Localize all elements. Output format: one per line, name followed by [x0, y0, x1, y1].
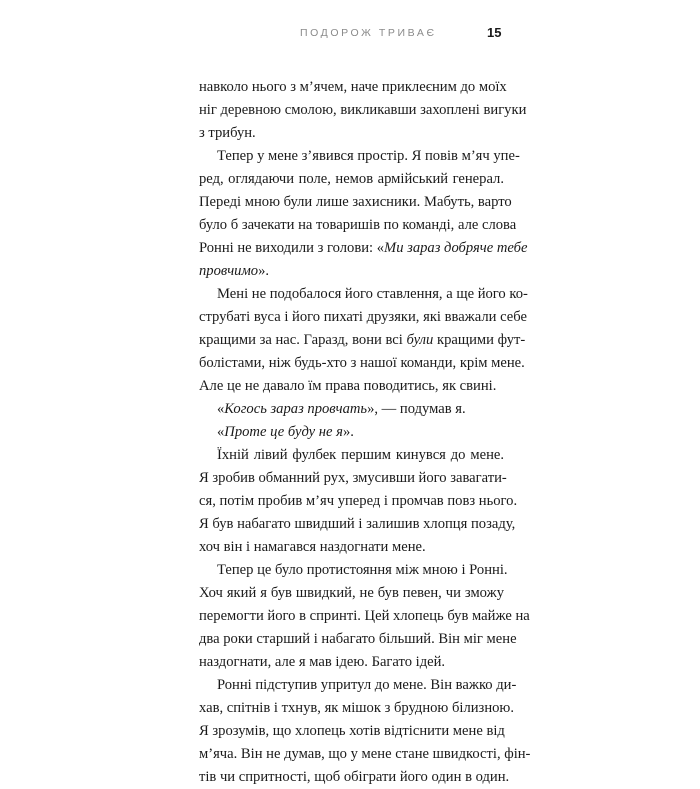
- text-line: ніг деревною смолою, викликавши захоплені вигуки: [199, 102, 527, 118]
- text-line: Їхній лівий фулбек першим кинувся до мене.: [217, 447, 504, 463]
- text-line: болістами, ніж будь-хто з нашої команди, крім мене.: [199, 355, 525, 371]
- text-line: ся, потім пробив м’яч уперед і промчав повз нього.: [199, 493, 518, 509]
- text-line: Але це не давало їм права поводитись, як свині.: [199, 378, 497, 394]
- emphasis-text: провчимо: [199, 263, 259, 279]
- body-text: [199, 76, 531, 789]
- emphasis-text: Когось зараз провчать: [224, 401, 368, 417]
- text-line: наздогнати, але я мав ідею. Багато ідей.: [199, 654, 446, 670]
- text-line: «Проте це буду не я».: [217, 424, 354, 440]
- text-line: струбаті вуса і його пихаті друзяки, які вважали себе: [199, 309, 527, 325]
- text-line: навколо нього з м’ячем, наче приклеєним до моїх: [199, 79, 507, 95]
- emphasis-text: Проте це буду не я: [224, 424, 343, 440]
- text-line: Я зрозумів, що хлопець хотів відтіснити мене від: [199, 723, 505, 739]
- text-line: Я був набагато швидший і залишив хлопця позаду,: [199, 516, 516, 532]
- text-line: хоч він і намагався наздогнати мене.: [199, 539, 426, 555]
- text-line: Ронні підступив упритул до мене. Він важко ди-: [217, 677, 517, 693]
- text-line: два роки старший і набагато більший. Він міг мене: [199, 631, 517, 647]
- text-line: з трибун.: [199, 125, 256, 141]
- text-line: кращими за нас. Гаразд, вони всі були кращими фут-: [199, 332, 526, 348]
- text-line: Тепер у мене з’явився простір. Я повів м’яч упе-: [217, 148, 520, 164]
- text-line: Ронні не виходили з голови: «Ми зараз добряче тебе: [199, 240, 528, 256]
- text-line: тів чи спритності, щоб обіграти його один в один.: [199, 769, 510, 785]
- text-line: Переді мною були лише захисники. Мабуть, варто: [199, 194, 512, 210]
- running-title: ПОДОРОЖ ТРИВАЄ: [300, 27, 437, 39]
- text-line: м’яча. Він не думав, що у мене стане швидкості, фін-: [199, 746, 531, 762]
- emphasis-text: Ми зараз добряче тебе: [384, 240, 528, 256]
- text-line: ред, оглядаючи поле, немов армійський генерал.: [199, 171, 504, 187]
- text-line: Мені не подобалося його ставлення, а ще його ко-: [217, 286, 528, 302]
- text-line: було б зачекати на товаришів по команді, але слова: [199, 217, 517, 233]
- page-number: 15: [487, 25, 502, 40]
- text-line: Я зробив обманний рух, змусивши його завагати-: [199, 470, 507, 486]
- text-line: Тепер це було протистояння між мною і Ронні.: [217, 562, 508, 578]
- text-line: перемогти його в спринті. Цей хлопець був майже на: [199, 608, 530, 624]
- text-line: хав, спітнів і тхнув, як мішок з брудною білизною.: [199, 700, 514, 716]
- text-line: провчимо».: [199, 263, 270, 279]
- text-line: Хоч який я був швидкий, не був певен, чи зможу: [199, 585, 504, 601]
- text-line: «Когось зараз провчать», — подумав я.: [217, 401, 466, 417]
- emphasis-text: були: [406, 332, 434, 348]
